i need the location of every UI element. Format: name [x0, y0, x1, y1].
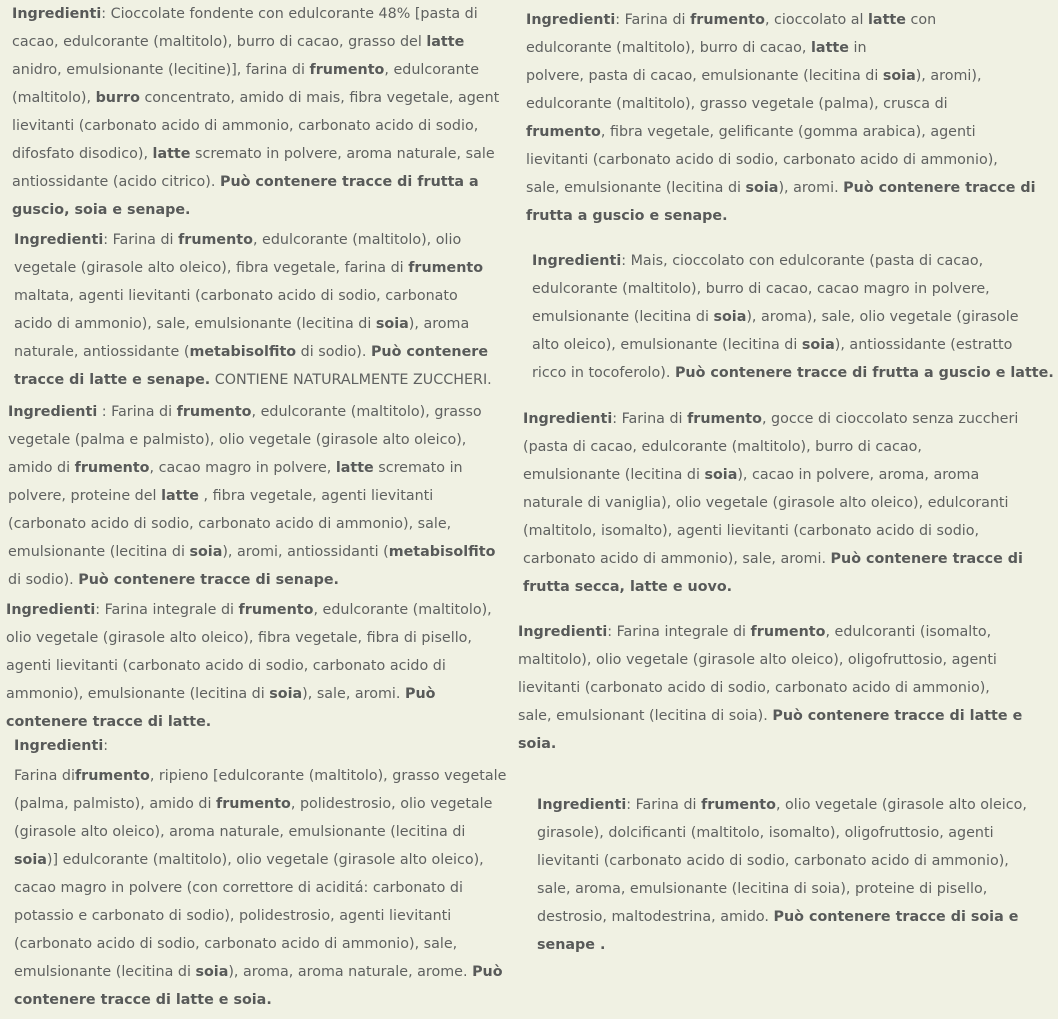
text: , fibra vegetale, gelificante (gomma arabica), agenti	[600, 124, 976, 140]
text: maltitolo), olio vegetale (girasole alto oleico), oligofruttosio, agenti	[518, 652, 997, 668]
text: (palma, palmisto), amido di	[14, 796, 216, 812]
text: ), aromi.	[778, 180, 844, 196]
ingredient-line	[523, 433, 1023, 461]
bold-text: Può contenere tracce di senape.	[78, 572, 339, 588]
bold-text: Può contenere tracce di frutta a	[219, 174, 479, 190]
ingredient-line	[8, 398, 495, 426]
ingredient-line	[532, 247, 1054, 275]
text: :	[103, 738, 109, 754]
bold-text: Può contenere tracce di latte e	[772, 708, 1023, 724]
text: : Cioccolate fondente con edulcorante 48% [pasta di	[101, 6, 478, 22]
ingredient-line	[12, 56, 499, 84]
text: scremato in polvere, aroma naturale, sale	[190, 146, 495, 162]
ingredient-line	[14, 958, 506, 986]
bold-text: frumento	[74, 460, 150, 476]
text: ), antiossidante (estratto	[834, 337, 1013, 353]
bold-text: soia	[195, 964, 229, 980]
text: olio vegetale (girasole alto oleico), fibra vegetale, fibra di pisello,	[6, 630, 472, 646]
bold-text: soia	[14, 852, 47, 868]
text: ricco in tocoferolo).	[532, 365, 675, 381]
ingredient-line	[8, 566, 495, 594]
bold-text: soia.	[518, 736, 557, 752]
bold-text: Può	[404, 686, 436, 702]
ingredient-block-right-4	[518, 618, 1022, 758]
bold-text: frutta secca, latte e uovo.	[523, 579, 733, 595]
bold-text: Ingredienti	[14, 232, 104, 248]
bold-text: metabisolfito	[189, 344, 297, 360]
ingredient-block-left-5	[14, 732, 506, 1014]
bold-text: soia	[375, 316, 409, 332]
ingredient-block-right-1	[526, 6, 1036, 230]
bold-text: frumento	[408, 260, 484, 276]
bold-text: latte	[426, 34, 465, 50]
text: (pasta di cacao, edulcorante (maltitolo), burro di cacao,	[523, 439, 922, 455]
text: , cioccolato al	[764, 12, 869, 28]
text: cacao magro in polvere (con correttore di aciditá: carbonato di	[14, 880, 463, 896]
ingredient-line	[523, 545, 1023, 573]
ingredient-line	[6, 680, 492, 708]
bold-text: Può contenere tracce di frutta a guscio e latte.	[674, 365, 1054, 381]
ingredient-line	[523, 517, 1023, 545]
text: , edulcorante (maltitolo), olio	[252, 232, 462, 248]
ingredient-line	[14, 310, 492, 338]
bold-text: frumento	[74, 768, 150, 784]
text: antiossidante (acido citrico).	[12, 174, 220, 190]
text: di sodio).	[8, 572, 79, 588]
text: , olio vegetale (girasole alto oleico,	[775, 797, 1027, 813]
text: (girasole alto oleico), aroma naturale, emulsionante (lecitina di	[14, 824, 466, 840]
text: (carbonato acido di sodio, carbonato acido di ammonio), sale,	[8, 516, 452, 532]
text: : Farina integrale di	[607, 624, 751, 640]
bold-text: soia	[189, 544, 223, 560]
text: : Farina di	[626, 797, 702, 813]
bold-text: Può	[472, 964, 503, 980]
text: ), aroma	[408, 316, 470, 332]
text: ), cacao in polvere, aroma, aroma	[737, 467, 980, 483]
bold-text: Può contenere tracce di soia e	[773, 909, 1019, 925]
ingredient-line	[12, 84, 499, 112]
ingredient-line	[6, 624, 492, 652]
text: , cacao magro in polvere,	[149, 460, 336, 476]
ingredient-line	[14, 986, 506, 1014]
text: carbonato acido di ammonio), sale, aromi.	[523, 551, 831, 567]
ingredient-line	[14, 226, 492, 254]
ingredient-line	[518, 646, 1022, 674]
ingredient-line	[532, 275, 1054, 303]
text: anidro, emulsionante (lecitine)], farina di	[12, 62, 310, 78]
ingredient-block-left-2	[14, 226, 492, 394]
ingredient-line	[14, 282, 492, 310]
text: : Farina di	[612, 411, 688, 427]
text: ), aromi, antiossidanti (	[222, 544, 389, 560]
bold-text: frumento	[238, 602, 314, 618]
bold-text: metabisolfito	[388, 544, 496, 560]
bold-text: tracce di latte e senape.	[14, 372, 211, 388]
text: sale, aroma, emulsionante (lecitina di soia), proteine di pisello,	[537, 881, 988, 897]
ingredient-line	[526, 6, 1036, 34]
ingredient-line	[526, 90, 1036, 118]
text: CONTIENE NATURALMENTE ZUCCHERI.	[210, 372, 492, 388]
text: ), aroma, aroma naturale, arome.	[228, 964, 473, 980]
bold-text: Ingredienti	[526, 12, 616, 28]
text: Farina di	[14, 768, 75, 784]
ingredient-line	[14, 254, 492, 282]
text: in	[848, 40, 867, 56]
ingredient-line	[523, 405, 1023, 433]
text: emulsionante (lecitina di	[8, 544, 190, 560]
text: polvere, proteine del	[8, 488, 162, 504]
text: agenti lievitanti (carbonato acido di sodio, carbonato acido di	[6, 658, 446, 674]
bold-text: latte	[811, 40, 849, 56]
bold-text: soia	[801, 337, 835, 353]
bold-text: latte	[335, 460, 374, 476]
text: maltata, agenti lievitanti (carbonato acido di sodio, carbonato	[14, 288, 458, 304]
ingredient-line	[523, 573, 1023, 601]
ingredient-line	[526, 62, 1036, 90]
bold-text: Ingredienti	[532, 253, 622, 269]
text: : Farina di	[97, 404, 177, 420]
ingredient-line	[526, 146, 1036, 174]
text: lievitanti (carbonato acido di ammonio, carbonato acido di sodio,	[12, 118, 479, 134]
ingredient-line	[14, 846, 506, 874]
text: destrosio, maltodestrina, amido.	[537, 909, 774, 925]
ingredient-line	[518, 702, 1022, 730]
bold-text: latte	[868, 12, 906, 28]
text: acido di ammonio), sale, emulsionante (lecitina di	[14, 316, 376, 332]
bold-text: frumento	[526, 124, 601, 140]
bold-text: contenere tracce di latte e soia.	[14, 992, 272, 1008]
text: , edulcorante (maltitolo), grasso	[251, 404, 482, 420]
ingredient-line	[14, 732, 506, 760]
bold-text: frumento	[176, 404, 252, 420]
bold-text: frumento	[178, 232, 253, 248]
ingredient-line	[8, 454, 495, 482]
bold-text: Ingredienti	[14, 738, 104, 754]
text: ), aroma), sale, olio vegetale (girasole	[746, 309, 1019, 325]
ingredient-line	[14, 762, 506, 790]
ingredient-line	[526, 202, 1036, 230]
bold-text: contenere tracce di latte.	[6, 714, 212, 730]
ingredient-line	[14, 338, 492, 366]
ingredient-line	[532, 359, 1054, 387]
bold-text: frumento	[701, 797, 776, 813]
bold-text: frutta a guscio e senape.	[526, 208, 728, 224]
bold-text: latte	[161, 488, 199, 504]
text: edulcorante (maltitolo), grasso vegetale (palma), crusca di	[526, 96, 948, 112]
text: vegetale (palma e palmisto), olio vegetale (girasole alto oleico),	[8, 432, 467, 448]
ingredient-line	[14, 366, 492, 394]
ingredient-line	[12, 0, 499, 28]
ingredient-line	[526, 118, 1036, 146]
ingredient-line	[8, 482, 495, 510]
text: , edulcoranti (isomalto,	[825, 624, 992, 640]
ingredient-line	[8, 538, 495, 566]
bold-text: soia	[882, 68, 916, 84]
ingredient-line	[12, 196, 499, 224]
bold-text: Ingredienti	[8, 404, 98, 420]
text: polvere, pasta di cacao, emulsionante (lecitina di	[526, 68, 883, 84]
ingredient-line	[537, 819, 1027, 847]
text: (maltitolo),	[12, 90, 96, 106]
text: amido di	[8, 460, 75, 476]
ingredient-line	[12, 28, 499, 56]
bold-text: Ingredienti	[6, 602, 96, 618]
bold-text: frumento	[215, 796, 291, 812]
bold-text: Ingredienti	[523, 411, 613, 427]
text: vegetale (girasole alto oleico), fibra vegetale, farina di	[14, 260, 409, 276]
ingredient-line	[8, 510, 495, 538]
ingredient-line	[537, 931, 1027, 959]
ingredient-block-left-3	[8, 398, 495, 594]
ingredient-line	[526, 174, 1036, 202]
text: , polidestrosio, olio vegetale	[290, 796, 493, 812]
bold-text: latte	[152, 146, 191, 162]
text: , ripieno [edulcorante (maltitolo), grasso vegetale	[149, 768, 507, 784]
ingredient-line	[12, 140, 499, 168]
ingredient-line	[518, 674, 1022, 702]
bold-text: soia	[269, 686, 303, 702]
ingredient-line	[537, 847, 1027, 875]
bold-text: soia	[713, 309, 747, 325]
ingredient-line	[537, 875, 1027, 903]
ingredient-line	[537, 903, 1027, 931]
ingredient-block-right-3	[523, 405, 1023, 601]
text: difosfato disodico),	[12, 146, 153, 162]
bold-text: frumento	[690, 12, 765, 28]
bold-text: Può contenere tracce di	[830, 551, 1023, 567]
text: girasole), dolcificanti (maltitolo, isomalto), oligofruttosio, agenti	[537, 825, 994, 841]
ingredient-line	[14, 790, 506, 818]
ingredient-line	[14, 930, 506, 958]
text: scremato in	[373, 460, 463, 476]
ingredient-line	[523, 489, 1023, 517]
text: : Farina di	[103, 232, 179, 248]
text: naturale di vaniglia), olio vegetale (girasole alto oleico), edulcoranti	[523, 495, 1009, 511]
text: emulsionante (lecitina di	[532, 309, 714, 325]
text: , gocce di cioccolato senza zuccheri	[761, 411, 1019, 427]
bold-text: Può contenere tracce di	[843, 180, 1036, 196]
ingredient-line	[14, 874, 506, 902]
text: edulcorante (maltitolo), burro di cacao,	[526, 40, 812, 56]
text: sale, emulsionant (lecitina di soia).	[518, 708, 773, 724]
bold-text: Ingredienti	[518, 624, 608, 640]
ingredient-line	[537, 791, 1027, 819]
text: sale, emulsionante (lecitina di	[526, 180, 746, 196]
text: , edulcorante	[384, 62, 480, 78]
text: lievitanti (carbonato acido di sodio, carbonato acido di ammonio),	[518, 680, 990, 696]
text: : Mais, cioccolato con edulcorante (pasta di cacao,	[621, 253, 984, 269]
ingredient-line	[518, 618, 1022, 646]
ingredient-block-left-1	[12, 0, 499, 224]
ingredient-block-right-5	[537, 791, 1027, 959]
text: emulsionante (lecitina di	[523, 467, 705, 483]
ingredient-line	[14, 902, 506, 930]
text: : Farina di	[615, 12, 691, 28]
text: , fibra vegetale, agenti lievitanti	[198, 488, 434, 504]
text: naturale, antiossidante (	[14, 344, 190, 360]
bold-text: senape .	[537, 937, 606, 953]
ingredient-line	[6, 652, 492, 680]
bold-text: frumento	[309, 62, 385, 78]
text: cacao, edulcorante (maltitolo), burro di cacao, grasso del	[12, 34, 427, 50]
ingredient-line	[526, 34, 1036, 62]
ingredient-line	[523, 461, 1023, 489]
text: alto oleico), emulsionante (lecitina di	[532, 337, 802, 353]
bold-text: Può contenere	[370, 344, 489, 360]
ingredient-line	[532, 331, 1054, 359]
text: ammonio), emulsionante (lecitina di	[6, 686, 270, 702]
ingredient-line	[8, 426, 495, 454]
text: , edulcorante (maltitolo),	[313, 602, 492, 618]
text: edulcorante (maltitolo), burro di cacao, cacao magro in polvere,	[532, 281, 990, 297]
bold-text: soia	[704, 467, 738, 483]
text: lievitanti (carbonato acido di sodio, carbonato acido di ammonio),	[537, 853, 1009, 869]
text: )] edulcorante (maltitolo), olio vegetale (girasole alto oleico),	[46, 852, 484, 868]
text: ), sale, aromi.	[302, 686, 405, 702]
text: concentrato, amido di mais, fibra vegetale, agent	[139, 90, 500, 106]
text: lievitanti (carbonato acido di sodio, carbonato acido di ammonio),	[526, 152, 998, 168]
ingredient-line	[518, 730, 1022, 758]
bold-text: frumento	[687, 411, 762, 427]
bold-text: soia	[745, 180, 779, 196]
ingredient-line	[532, 303, 1054, 331]
text: emulsionante (lecitina di	[14, 964, 196, 980]
ingredient-line	[6, 596, 492, 624]
ingredient-block-left-4	[6, 596, 492, 736]
bold-text: Ingredienti	[12, 6, 102, 22]
ingredient-line	[14, 818, 506, 846]
text: ), aromi),	[915, 68, 982, 84]
text: di sodio).	[296, 344, 371, 360]
text: (maltitolo, isomalto), agenti lievitanti (carbonato acido di sodio,	[523, 523, 980, 539]
ingredient-line	[12, 168, 499, 196]
text: (carbonato acido di sodio, carbonato acido di ammonio), sale,	[14, 936, 458, 952]
bold-text: burro	[95, 90, 140, 106]
bold-text: frumento	[750, 624, 826, 640]
bold-text: Ingredienti	[537, 797, 627, 813]
ingredient-block-right-2	[532, 247, 1054, 387]
text: con	[905, 12, 937, 28]
bold-text: guscio, soia e senape.	[12, 202, 191, 218]
text: potassio e carbonato di sodio), polidestrosio, agenti lievitanti	[14, 908, 452, 924]
text: : Farina integrale di	[95, 602, 239, 618]
ingredient-line	[12, 112, 499, 140]
